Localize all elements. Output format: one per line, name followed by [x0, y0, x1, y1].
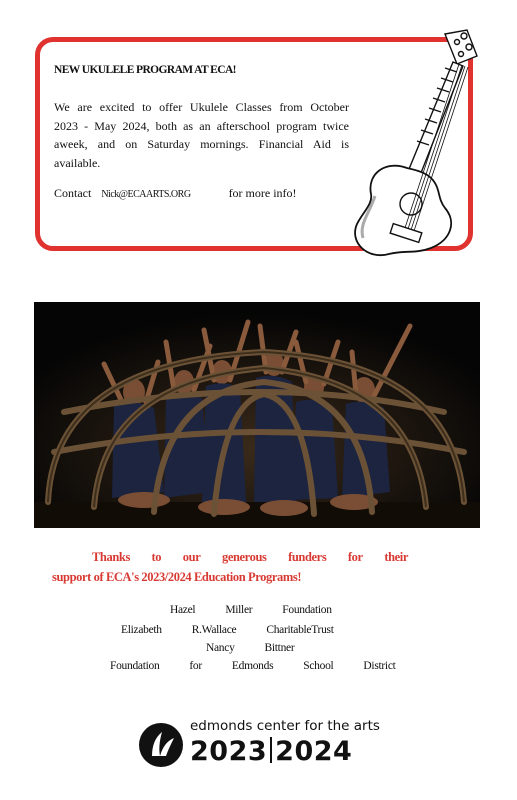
thanks-word: generous — [221, 550, 267, 564]
funder-word: Miller — [225, 604, 253, 616]
thanks-line-2: support of ECA's 2023/2024 Education Programs! — [52, 570, 302, 584]
contact-email-link[interactable]: Nick@ECAARTS.ORG — [101, 189, 191, 200]
funder-word: Hazel — [170, 604, 196, 616]
thanks-message — [52, 550, 408, 585]
promo-body: We are excited to offer Ukulele Classes from October 2023 - May 2024, both as an afterschool program twice aweek, and on Saturday mornings. Financial Aid is available. — [54, 100, 349, 170]
thanks-line-1 — [52, 550, 408, 565]
funder-word: School — [303, 660, 334, 672]
funder-row-4 — [110, 660, 426, 672]
logo-season-years — [190, 736, 352, 767]
thanks-word: our — [182, 550, 201, 564]
funder-word: Elizabeth — [121, 624, 162, 636]
ukulele-illustration — [345, 28, 483, 260]
contact-prefix: Contact — [54, 186, 92, 200]
funder-word: Edmonds — [231, 660, 274, 672]
funder-word: for — [189, 660, 202, 672]
funder-word: CharitableTrust — [266, 624, 334, 636]
funder-row-3 — [206, 642, 324, 654]
thanks-word: funders — [288, 550, 327, 564]
thanks-word: their — [384, 550, 408, 564]
eca-logo — [138, 720, 378, 770]
thanks-word: for — [347, 550, 363, 564]
thanks-word: to — [151, 550, 162, 564]
promo-title: NEW UKULELE PROGRAM AT ECA! — [54, 64, 236, 76]
year-divider — [270, 737, 272, 763]
thanks-word: Thanks — [92, 550, 130, 564]
funder-word: Foundation — [110, 660, 160, 672]
funder-word: Nancy — [206, 642, 235, 654]
contact-suffix: for more info! — [228, 186, 297, 200]
funder-word: R.Wallace — [191, 624, 237, 636]
logo-year-end: 2024 — [275, 736, 353, 767]
promo-contact — [54, 186, 297, 201]
funder-word: District — [363, 660, 396, 672]
logo-year-start: 2023 — [190, 736, 268, 767]
dance-performance-photo — [34, 302, 480, 528]
funder-row-1 — [170, 604, 362, 616]
funder-word: Bittner — [264, 642, 295, 654]
funder-word: Foundation — [282, 604, 332, 616]
eca-leaf-icon — [138, 722, 184, 768]
logo-organization-name: edmonds center for the arts — [190, 718, 380, 734]
funder-row-2 — [121, 624, 364, 636]
